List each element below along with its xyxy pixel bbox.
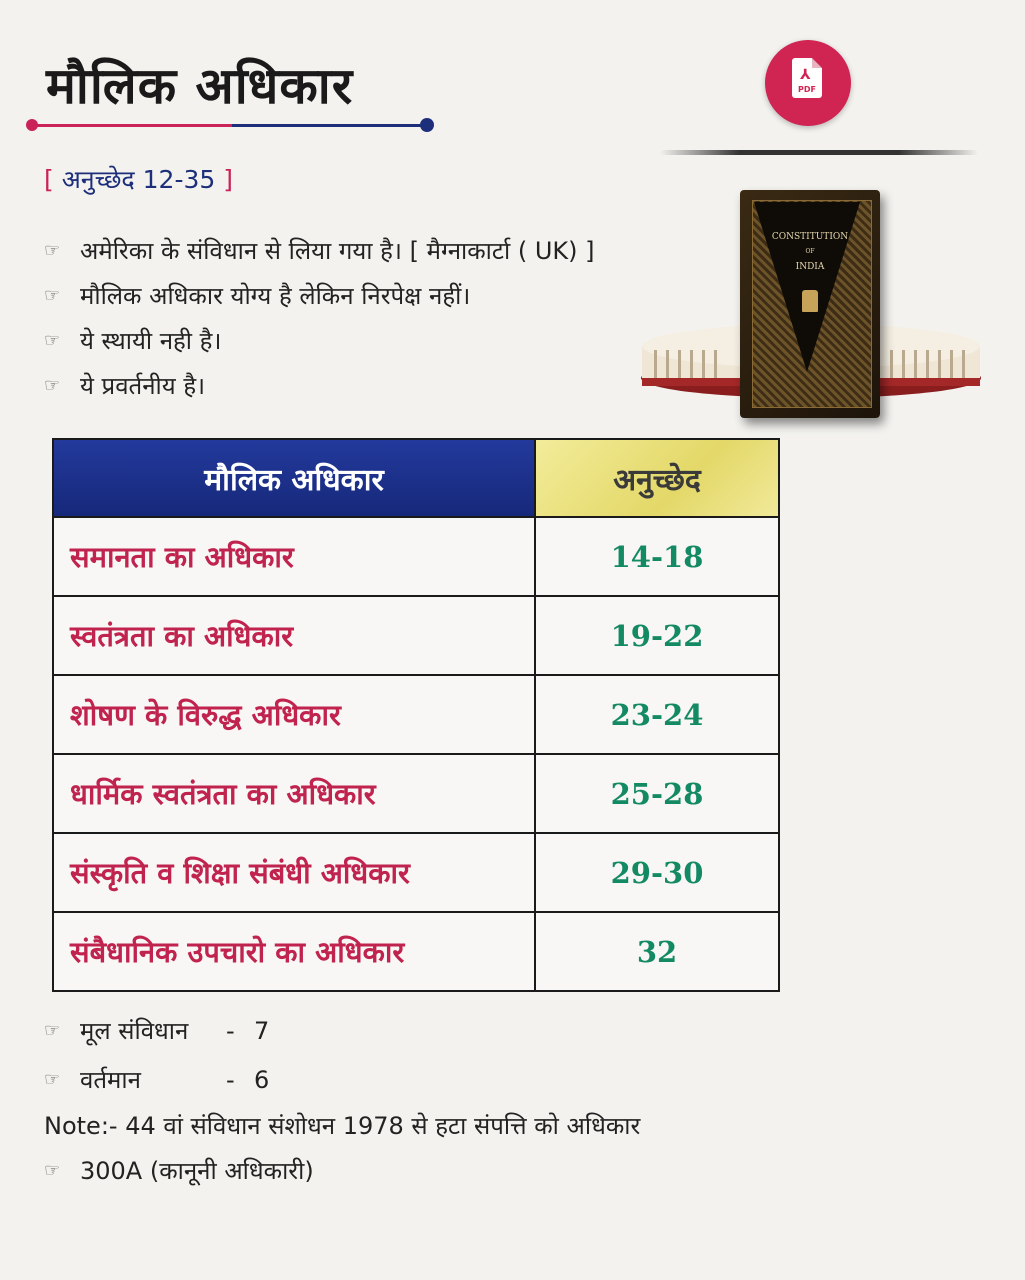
list-item: ☞ मौलिक अधिकार योग्य है लेकिन निरपेक्ष नहीं। [44, 282, 471, 310]
note-text: Note:- 44 वां संविधान संशोधन 1978 से हटा संपत्ति को अधिकार [44, 1111, 641, 1140]
table-header [54, 440, 778, 518]
article-range: 14-18 [610, 539, 704, 574]
count-separator: - [226, 1016, 235, 1045]
list-item [44, 1146, 744, 1195]
table-row [54, 834, 778, 913]
list-item [44, 1055, 744, 1104]
fundamental-rights-table [52, 438, 780, 992]
book-title-line1: CONSTITUTION [771, 232, 849, 242]
count-label: वर्तमान [80, 1066, 141, 1094]
table-row [54, 755, 778, 834]
count-separator: - [226, 1065, 235, 1094]
pdf-label: PDF [798, 85, 816, 94]
article-range: 23-24 [610, 697, 704, 732]
pdf-download-button[interactable] [765, 40, 851, 126]
header-articles: अनुच्छेद [536, 440, 778, 516]
right-name: स्वतंत्रता का अधिकार [54, 597, 536, 674]
count-value: 6 [254, 1065, 270, 1094]
right-name: संस्कृति व शिक्षा संबंधी अधिकार [54, 834, 536, 911]
subtitle-text: अनुच्छेद 12-35 [53, 165, 224, 194]
table-row [54, 597, 778, 676]
count-value: 7 [254, 1016, 270, 1045]
table-row [54, 913, 778, 990]
title-underline [26, 119, 434, 131]
pointing-hand-icon: ☞ [44, 240, 61, 261]
national-emblem-icon [802, 290, 818, 312]
page-title: मौलिक अधिकार [46, 56, 354, 115]
pointing-hand-icon: ☞ [44, 1020, 61, 1041]
article-range: 32 [636, 934, 678, 969]
table-row [54, 518, 778, 597]
pointing-hand-icon: ☞ [44, 1160, 61, 1181]
right-name: समानता का अधिकार [54, 518, 536, 595]
article-range: 19-22 [610, 618, 704, 653]
right-name: धार्मिक स्वतंत्रता का अधिकार [54, 755, 536, 832]
count-label: मूल संविधान [80, 1017, 189, 1045]
list-item: ☞ ये प्रवर्तनीय है। [44, 372, 206, 400]
list-item [44, 1006, 744, 1055]
article-range-subtitle [44, 162, 233, 196]
decorative-divider [660, 150, 978, 155]
pointing-hand-icon: ☞ [44, 375, 61, 396]
pointing-hand-icon: ☞ [44, 1069, 61, 1090]
right-name: शोषण के विरुद्ध अधिकार [54, 676, 536, 753]
book-title-line2: OF [805, 248, 815, 255]
pointing-hand-icon: ☞ [44, 330, 61, 351]
list-item: ☞ अमेरिका के संविधान से लिया गया है। [ मैग्नाकार्टा ( UK) ] [44, 237, 595, 265]
constitution-book-illustration [740, 190, 880, 418]
subtitle-open-bracket: [ [44, 165, 54, 194]
summary-section [44, 1006, 744, 1195]
list-item: ☞ ये स्थायी नही है। [44, 327, 222, 355]
article-range: 29-30 [610, 855, 704, 890]
article-300a-text: 300A (कानूनी अधिकारी) [80, 1157, 314, 1185]
header-rights: मौलिक अधिकार [54, 440, 536, 516]
table-row [54, 676, 778, 755]
right-name: संबैधानिक उपचारो का अधिकार [54, 913, 536, 990]
pdf-file-icon: ⅄ PDF [792, 58, 822, 98]
pointing-hand-icon: ☞ [44, 285, 61, 306]
key-points-list [44, 228, 664, 408]
article-range: 25-28 [610, 776, 704, 811]
subtitle-close-bracket: ] [223, 165, 233, 194]
book-title-line3: INDIA [795, 262, 825, 272]
